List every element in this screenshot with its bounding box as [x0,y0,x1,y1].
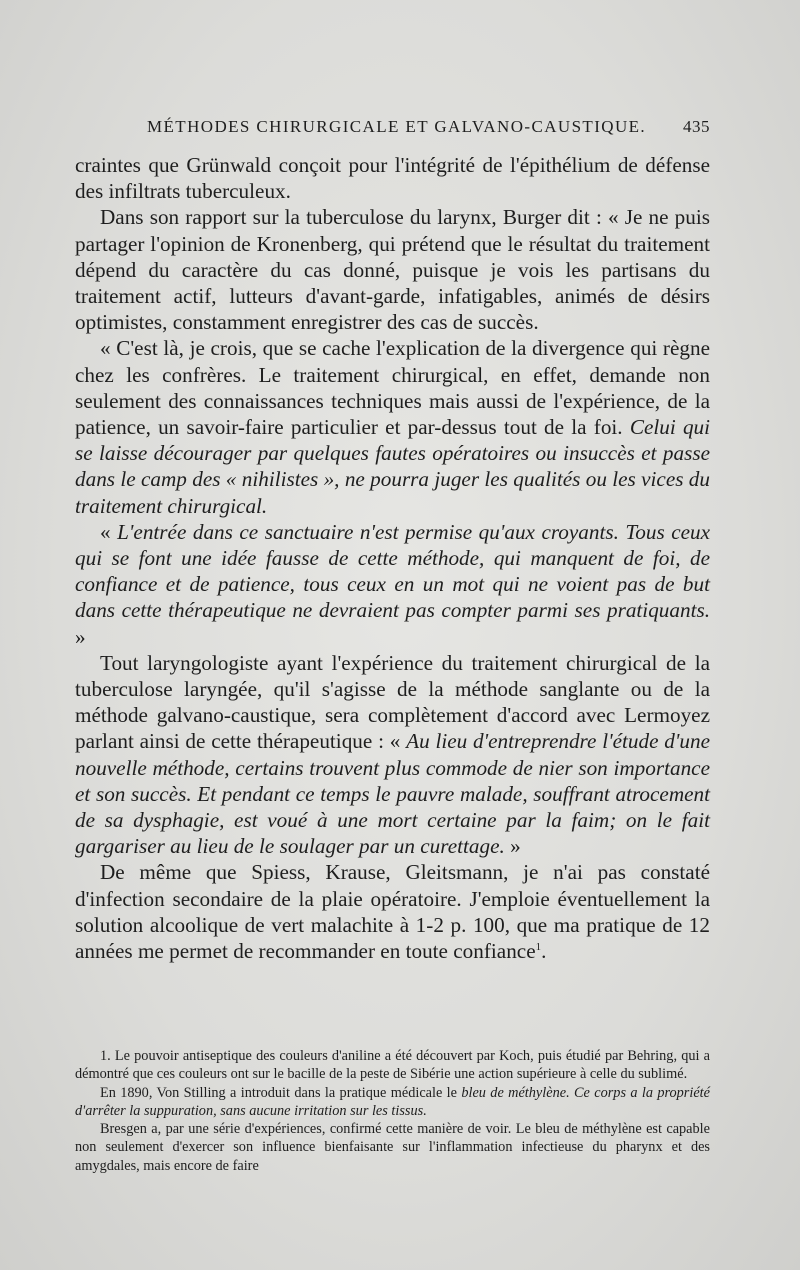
running-header [147,117,710,137]
paragraph-1: craintes que Grünwald conçoit pour l'intégrité de l'épithélium de défense des infiltrats tuberculeux. [75,153,710,204]
paragraph-3 [75,335,710,518]
footnote-2-italic: Ce corps a la propriété d'arrêter la suppuration, sans aucune irritation sur les tissus. [75,1084,710,1119]
quote-close: » [75,624,86,649]
paragraph-6-text: De même que Spiess, Krause, Gleitsmann, je n'ai pas constaté d'infection secondaire de la plaie opératoire. J'emploie éventuellement la solution alcoolique de vert malachite à 1-2 p. 100, que ma pratique de 12 années me permet de recommander en toute confiance [75,860,710,964]
paragraph-4-italic: L'entrée dans ce sanctuaire n'est permise qu'aux croyants. Tous ceux qui se font une idée fausse de cette méthode, qui manquent de foi, de confiance et de patience, tous ceux en un mot qui ne voient pas de but dans cette thérapeutique ne devraient pas compter parmi ses pratiquants. [75,519,711,623]
paragraph-6-end: . [541,939,547,964]
footnote-2-text: En 1890, Von Stilling a introduit dans la pratique médicale le [100,1084,462,1101]
quote-close: » [504,834,521,859]
paragraph-2: Dans son rapport sur la tuberculose du larynx, Burger dit : « Je ne puis partager l'opinion de Kronenberg, qui prétend que le résultat du traitement dépend du caractère du cas donné, puisque je vois les partisans du traitement actif, lutteurs d'avant-garde, infatigables, animés de désirs optimistes, constamment enregistrer des cas de succès. [75,205,710,335]
paragraph-4 [75,519,710,650]
page-number: 435 [683,117,710,136]
paragraph-5-italic: Au lieu d'entreprendre l'étude d'une nouvelle méthode, certains trouvent plus commode de nier son importance et son succès. Et pendant ce temps le pauvre malade, souffrant atrocement de sa dysphagie, est voué à une mort certaine par la faim; on le fait gargariser au lieu de le soulager par un curettage. [75,729,711,859]
quote-open: « [100,519,118,544]
running-title: MÉTHODES CHIRURGICALE ET GALVANO-CAUSTIQUE. [147,117,647,136]
footnote-3: Bresgen a, par une série d'expériences, confirmé cette manière de voir. Le bleu de méthylène est capable non seulement d'exercer son influence bienfaisante sur l'inflammation infectieuse du pharynx et des amygdales, mais encore de faire [75,1121,710,1174]
main-text [75,152,710,964]
paragraph-5-text: Tout laryngologiste ayant l'expérience du traitement chirurgical de la tuberculose laryngée, qu'il s'agisse de la méthode sanglante ou de la méthode galvano-caustique, sera complètement d'accord avec Lermoyez parlant ainsi de cette thérapeutique : « [75,650,710,754]
footnote-2 [75,1084,710,1121]
footnotes [75,1047,710,1175]
paragraph-5 [75,650,710,860]
footnote-ref: 1 [535,941,542,954]
paragraph-3-italic: Celui qui se laisse décourager par quelques fautes opératoires ou insuccès et passe dans le camp des « nihilistes », ne pourra juger les qualités ou les vices du traitement chirurgical. [75,415,711,518]
paragraph-6 [75,859,710,964]
paragraph-3-text: « C'est là, je crois, que se cache l'explication de la divergence qui règne chez les confrères. Le traitement chirurgical, en effet, demande non seulement des connaissances techniques mais aussi de l'expérience, de la patience, un savoir-faire particulier et par-dessus tout de la foi. [75,336,710,440]
footnote-2-term: bleu de méthylène. [461,1084,570,1101]
footnote-1: 1. Le pouvoir antiseptique des couleurs d'aniline a été découvert par Koch, puis étudié par Behring, qui a démontré que ces couleurs ont sur le bacille de la peste de Sibérie une action supérieure à celle du sublimé. [75,1048,710,1083]
